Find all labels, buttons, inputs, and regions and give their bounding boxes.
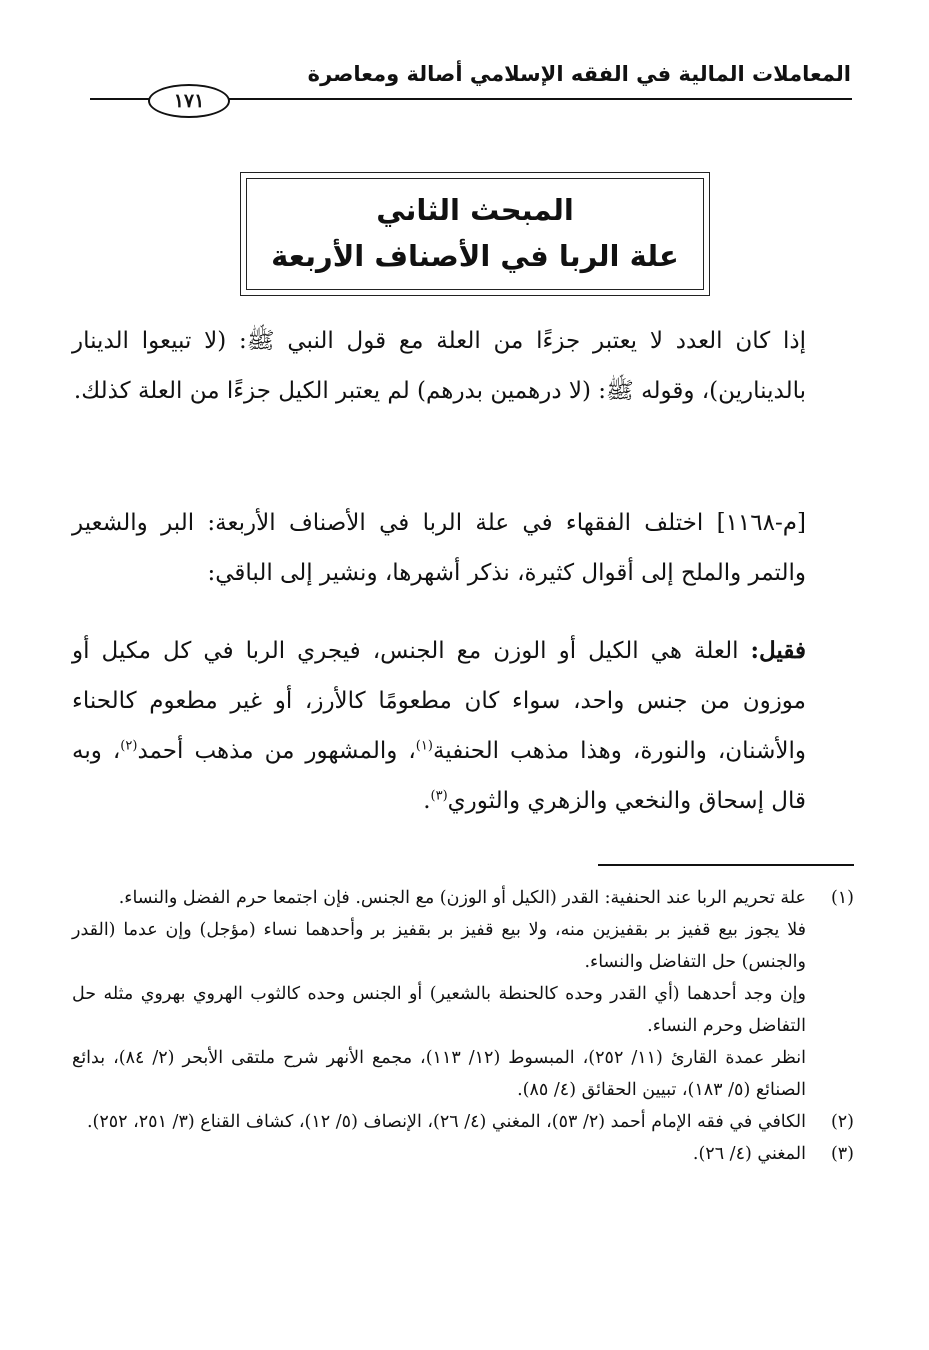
- paragraph-3-part-a: العلة هي الكيل أو الوزن مع الجنس، فيجري الربا في كل مكيل أو موزون من جنس واحد، سواء كان مطعومًا كالأرز، أو غير مطعوم كالحناء والأشنان، والنورة، وهذا مذهب الحنفية: [72, 638, 806, 764]
- paragraph-1: [72, 316, 854, 416]
- footnote-1: [72, 882, 854, 914]
- paragraph-3-lead: فقيل:: [750, 637, 806, 664]
- paragraph-3-text: [72, 626, 854, 826]
- paragraph-1-text: إذا كان العدد لا يعتبر جزءًا من العلة مع قول النبي ﷺ: (لا تبيعوا الدينار بالدينارين)، وقوله ﷺ: (لا درهمين بدرهم) لم يعتبر الكيل جزءًا من العلة كذلك.: [72, 328, 806, 404]
- footnote-3-text: المغني (٤/ ٢٦).: [692, 1144, 806, 1164]
- footnote-ref-3[interactable]: (٣): [430, 788, 448, 804]
- footnote-1-text: علة تحريم الربا عند الحنفية: القدر (الكيل أو الوزن) مع الجنس. فإن اجتمعا حرم الفضل والنساء.: [118, 888, 806, 908]
- footnote-1-continuation-3: انظر عمدة القارئ (١١/ ٢٥٢)، المبسوط (١٢/ ١١٣)، مجمع الأنهر شرح ملتقى الأبحر (٢/ ٨٤)، بدائع الصنائع (٥/ ١٨٣)، تبيين الحقائق (٤/ ٨٥).: [72, 1048, 806, 1100]
- footnote-2-number: (٢): [830, 1112, 854, 1132]
- footnote-2: [72, 1106, 854, 1138]
- footnote-1-continuation-1: فلا يجوز بيع قفيز بر بقفيزين منه، ولا بيع قفيز بر بقفيز بر وأحدهما نساء (مؤجل) وإن عدما (القدر والجنس) حل التفاضل والنساء.: [72, 920, 806, 972]
- running-header-title: المعاملات المالية في الفقه الإسلامي أصالة ومعاصرة: [307, 62, 851, 86]
- footnote-ref-2[interactable]: (٢): [120, 738, 138, 754]
- footnote-3-number: (٣): [830, 1144, 854, 1164]
- footnote-2-text: الكافي في فقه الإمام أحمد (٢/ ٥٣)، المغني (٤/ ٢٦)، الإنصاف (٥/ ١٢)، كشاف القناع (٣/ ٢٥١، ٢٥٢).: [86, 1112, 806, 1132]
- page-number: ١٧١: [148, 84, 230, 118]
- footnote-3: [72, 1138, 854, 1170]
- paragraph-2: [72, 498, 854, 598]
- footnote-1-number: (١): [830, 888, 854, 908]
- section-subtitle: علة الربا في الأصناف الأربعة: [271, 239, 679, 273]
- section-title: المبحث الثاني: [376, 193, 574, 227]
- footnote-ref-1[interactable]: (١): [415, 738, 433, 754]
- paragraph-3-part-b: ، والمشهور من مذهب أحمد: [137, 738, 416, 764]
- footnote-separator: [598, 864, 854, 866]
- paragraph-2-text: [م-١١٦٨] اختلف الفقهاء في علة الربا في الأصناف الأربعة: البر والشعير والتمر والملح إلى أقوال كثيرة، نذكر أشهرها، ونشير إلى الباقي:: [72, 510, 806, 586]
- paragraph-3-end: .: [423, 788, 431, 814]
- footnote-1-continuation-2: وإن وجد أحدهما (أي القدر وحده كالحنطة بالشعير) أو الجنس وحده كالثوب الهروي بهروي مثله حل التفاضل وحرم النساء.: [72, 984, 806, 1036]
- footnotes: [72, 882, 854, 1170]
- paragraph-3: [72, 626, 854, 826]
- section-title-box: [240, 172, 710, 296]
- paragraph-3-part-c: ، وبه قال إسحاق والنخعي والزهري والثوري: [72, 738, 806, 814]
